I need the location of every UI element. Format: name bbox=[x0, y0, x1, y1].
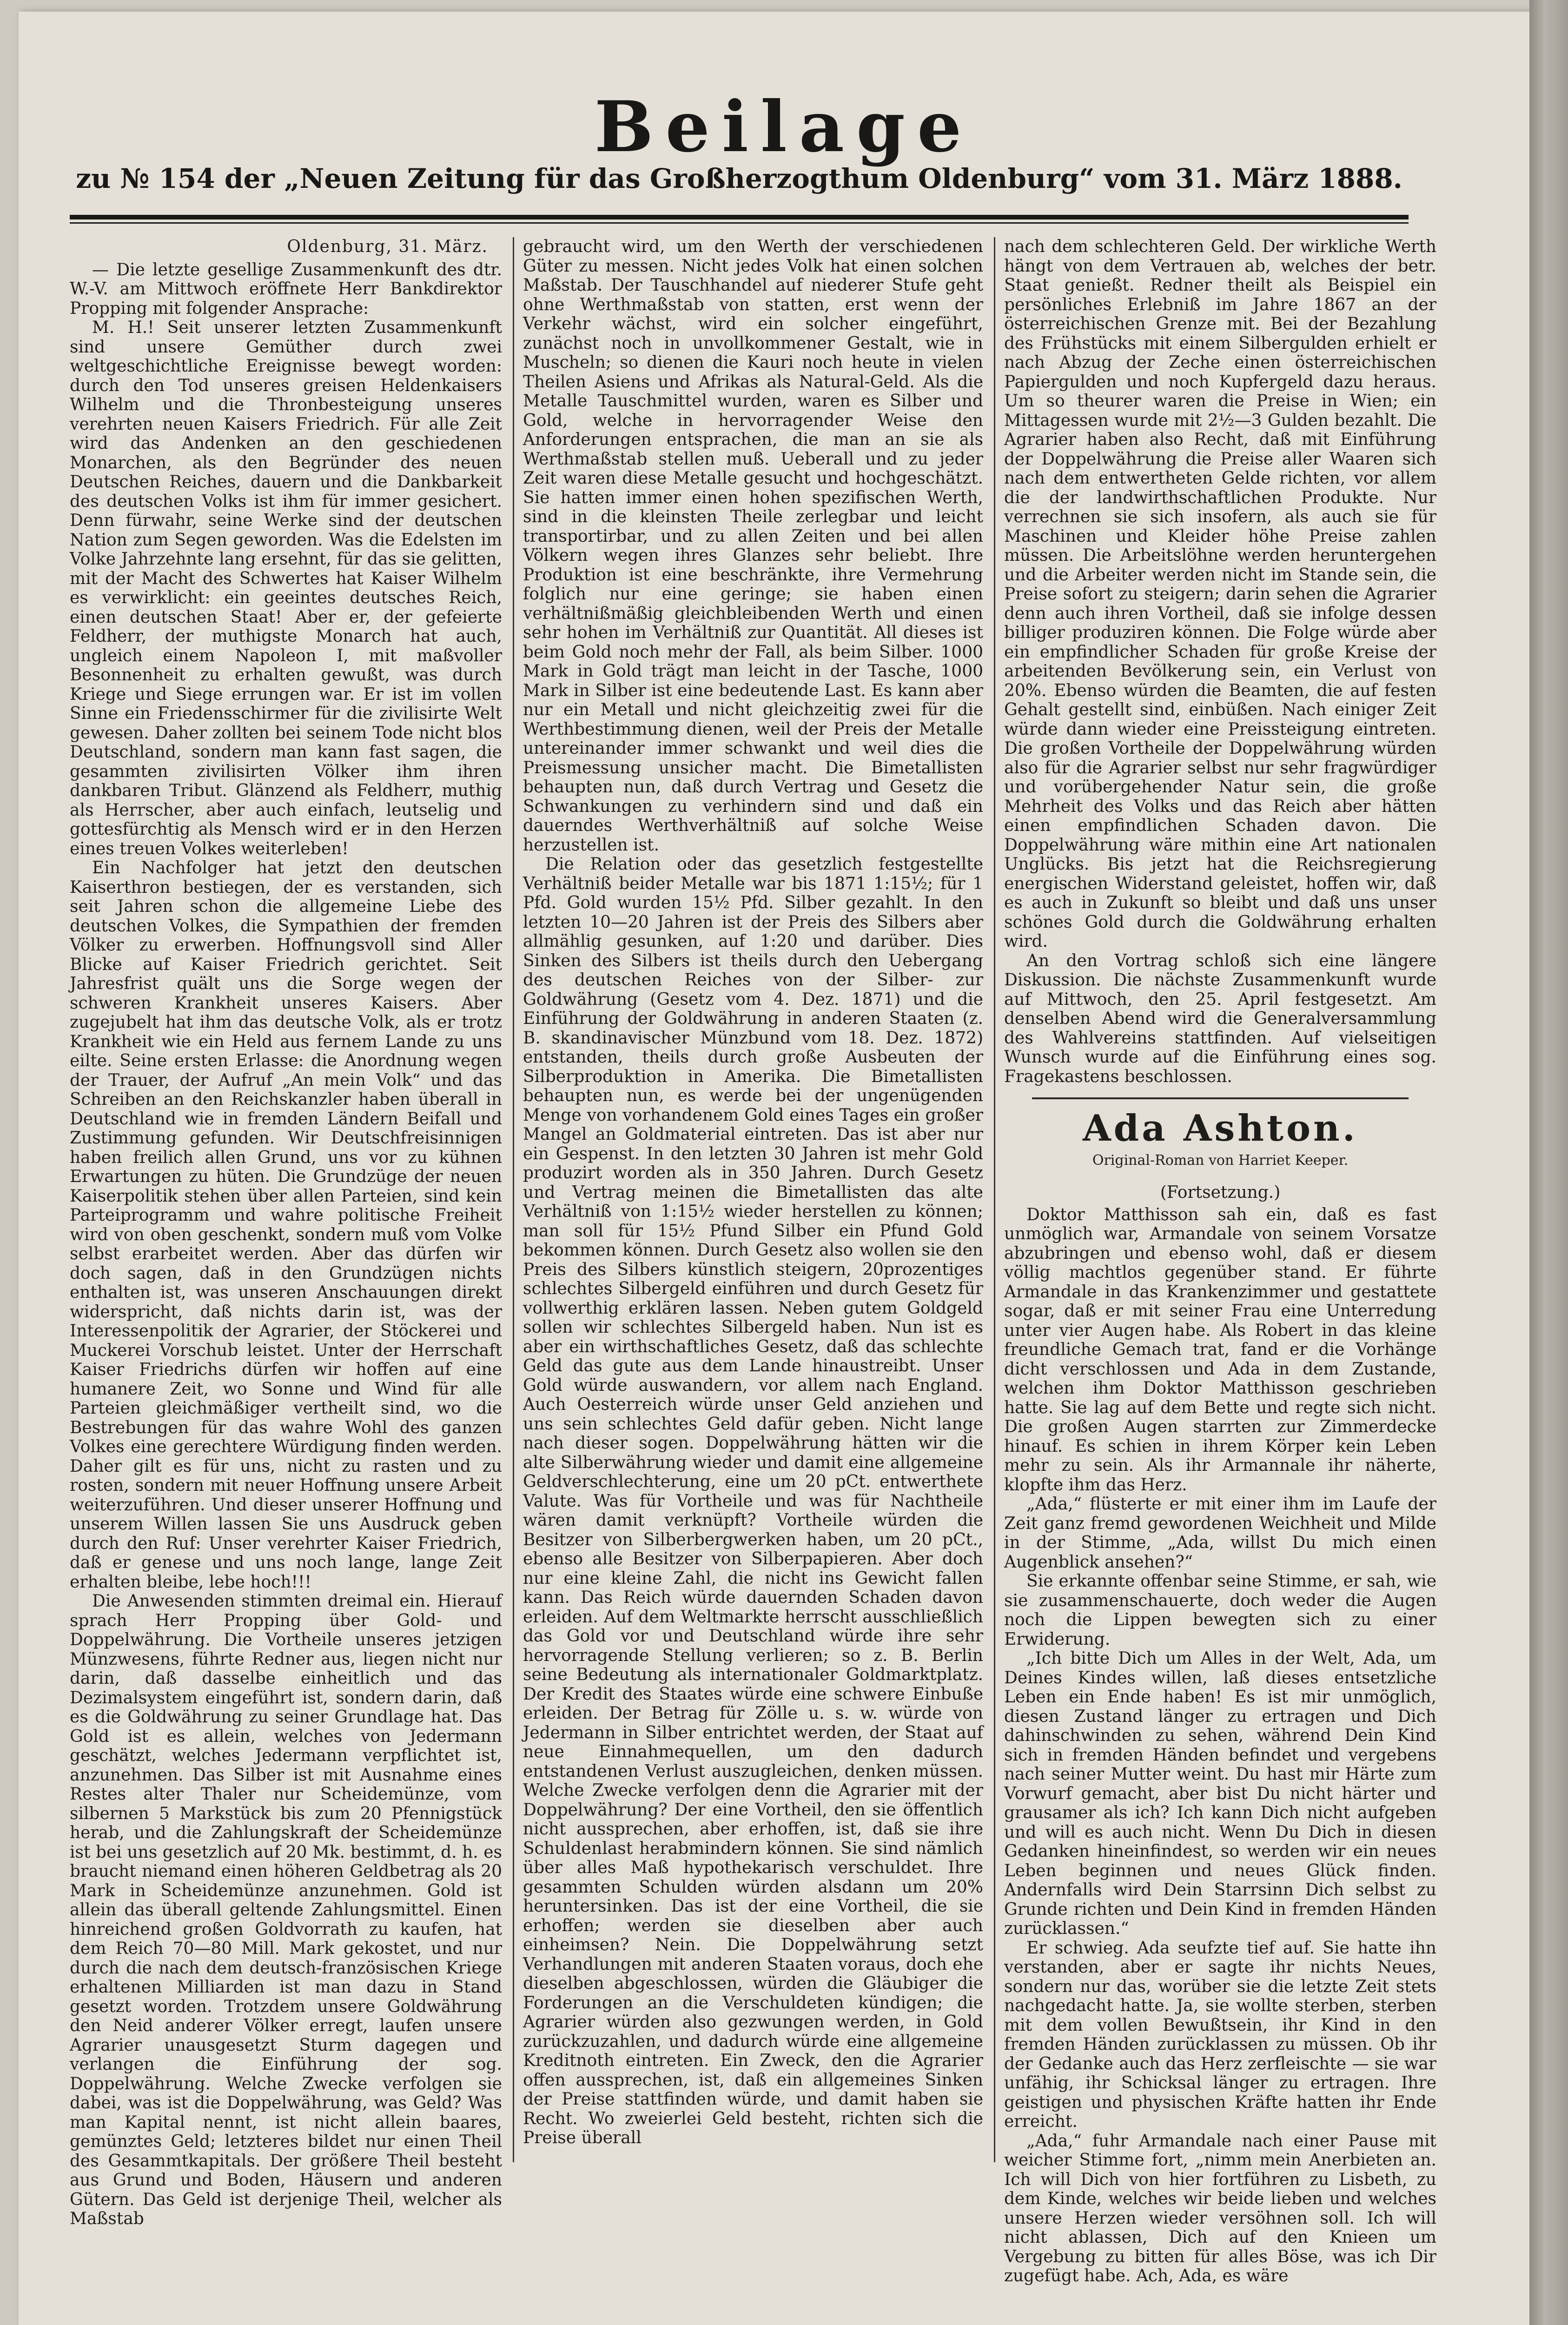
masthead-title: Beilage bbox=[594, 86, 974, 168]
page-edge bbox=[1529, 0, 1568, 2325]
section-rule bbox=[1032, 1097, 1409, 1099]
continuation-note: (Fortsetzung.) bbox=[1160, 1183, 1281, 1202]
article-paragraph: Ein Nachfolger hat jetzt den deutschen Kaiserthron bestiegen, der es verstanden, sich seit Jahren schon die allgemeine Liebe des deutschen Volkes, die Sympathien der fremden Völker zu erwerben. Hoffnungsvoll sind Aller Blicke auf Kaiser Friedrich gerichtet. Seit Jahresfrist quält uns die Sorge wegen der schweren Krankheit unseres Kaisers. Aber zugejubelt hat ihm das deutsche Volk, als er trotz Krankheit wie ein Held aus fernem Lande zu uns eilte. Seine ersten Erlasse: die Anordnung wegen der Trauer, der Aufruf „An mein Volk“ und das Schreiben an den Reichskanzler haben überall in Deutschland wie in fremden Ländern Beifall und Zustimmung gefunden. Wir Deutschfreisinnigen haben freilich allen Grund, uns vor zu kühnen Erwartungen zu hüten. Die Grundzüge der neuen Kaiserpolitik stehen über allen Parteien, sind kein Parteiprogramm und wahre politische Freiheit wird von oben geschenkt, sondern muß vom Volke selbst erarbeitet werden. Aber das dürfen wir doch sagen, daß in den Grundzügen nichts enthalten ist, was unseren Anschauungen direkt widerspricht, daß nichts darin ist, was der Interessenpolitik der Agrarier, der Stöckerei und Muckerei Vorschub leistet. Unter der Herrschaft Kaiser Friedrichs dürfen wir hoffen auf eine humanere Zeit, wo Sonne und Wind für alle Parteien gleichmäßiger vertheilt sind, wo die Bestrebungen für das wahre Wohl des ganzen Volkes eine gerechtere Würdigung finden werden. Daher gilt es für uns, nicht zu rasten und zu rosten, sondern mit neuer Hoffnung unsere Arbeit weiterzuführen. Und dieser unserer Hoffnung und unserem Willen lassen Sie uns Ausdruck geben durch den Ruf: Unser verehrter Kaiser Friedrich, daß er genese und uns noch lange, lange Zeit erhalten bleibe, lebe hoch!!! bbox=[70, 858, 502, 1592]
masthead-subtitle: zu № 154 der „Neuen Zeitung für das Großherzogthum Oldenburg“ vom 31. März 1888. bbox=[76, 163, 1403, 194]
article-paragraph: nach dem schlechteren Geld. Der wirkliche Werth hängt von dem Vertrauen ab, welches der betr. Staat genießt. Redner theilt als Beispiel ein persönliches Erlebniß im Jahre 1867 an der österreichischen Grenze mit. Bei der Bezahlung des Frühstücks mit einem Silbergulden erhielt er nach Abzug der Zeche einen österreichischen Papiergulden und noch Kupfergeld dazu heraus. Um so theurer waren die Preise in Wien; ein Mittagessen wurde mit 2½—3 Gulden bezahlt. Die Agrarier haben also Recht, daß mit Einführung der Doppelwährung die Preise aller Waaren sich nach dem entwertheten Gelde richten, vor allem die der landwirthschaftlichen Produkte. Nur verrechnen sie sich insofern, als auch sie für Maschinen und Kleider höhe Preise zahlen müssen. Die Arbeitslöhne werden heruntergehen und die Arbeiter werden nicht im Stande sein, die Preise sofort zu steigern; darin sehen die Agrarier denn auch ihren Vortheil, daß sie infolge dessen billiger produziren können. Die Folge würde aber ein empfindlicher Schaden für große Kreise der arbeitenden Bevölkerung sein, ein Verlust von 20%. Ebenso würden die Beamten, die auf festen Gehalt gestellt sind, einbüßen. Nach einiger Zeit würde dann wieder eine Preissteigung eintreten. Die großen Vortheile der Doppelwährung würden also für die Agrarier selbst nur sehr fragwürdiger und vorübergehender Natur sein, die große Mehrheit des Volks und das Reich aber hätten einen empfindlichen Schaden davon. Die Doppelwährung wäre mithin eine Art nationalen Unglücks. Bis jetzt hat die Reichsregierung energischen Widerstand geleistet, hoffen wir, daß es auch in Zukunft so bleibt und daß uns unser schönes Gold durch die Goldwährung erhalten wird. bbox=[1004, 237, 1436, 951]
column-divider bbox=[994, 237, 995, 2162]
novel-author: Original-Roman von Harriet Keeper. bbox=[1092, 1152, 1349, 1169]
novel-paragraph: „Ada,“ fuhr Armandale nach einer Pause mit weicher Stimme fort, „nimm mein Anerbieten an. Ich will Dich von hier fortführen zu Lisbeth, zu dem Kinde, welches wir beide lieben und welches unsere Herzen wieder versöhnen soll. Ich will nicht ablassen, Dich auf den Knieen um Vergebung zu bitten für alles Böse, was ich Dir zugefügt habe. Ach, Ada, es wäre bbox=[1004, 2131, 1436, 2285]
column-2 bbox=[523, 237, 983, 2162]
masthead-rule-thin bbox=[70, 222, 1409, 224]
article-paragraph: M. H.! Seit unserer letzten Zusammenkunft sind unsere Gemüther durch zwei weltgeschichtliche Ereignisse bewegt worden: durch den Tod unseres greisen Heldenkaisers Wilhelm und die Thronbesteigung unseres verehrten neuen Kaisers Friedrich. Für alle Zeit wird das Andenken an den geschiedenen Monarchen, als den Begründer des neuen Deutschen Reiches, dauern und die Dankbarkeit des deutschen Volks ist ihm für immer gesichert. Denn fürwahr, seine Werke sind der deutschen Nation zum Segen geworden. Was die Edelsten im Volke Jahrzehnte lang ersehnt, für das sie gelitten, mit der Macht des Schwertes hat Kaiser Wilhelm es verwirklicht: ein geeintes deutsches Reich, einen deutschen Staat! Aber er, der gefeierte Feldherr, der muthigste Monarch hat auch, ungleich einem Napoleon I, mit maßvoller Besonnenheit zu erhalten gewußt, was durch Kriege und Siege errungen war. Er ist im vollen Sinne ein Friedensschirmer für die zivilisirte Welt gewesen. Daher zollten bei seinem Tode nicht blos Deutschland, sondern man kann fast sagen, die gesammten zivilisirten Völker ihm ihren dankbaren Tribut. Glänzend als Feldherr, muthig als Herrscher, aber auch einfach, leutselig und gottesfürchtig als Mensch wird er in den Herzen eines treuen Volkes weiterleben! bbox=[70, 318, 502, 858]
novel-paragraph: „Ada,“ flüsterte er mit einer ihm im Laufe der Zeit ganz fremd gewordenen Weichheit und Milde in der Stimme, „Ada, willst Du mich einen Augenblick ansehen?“ bbox=[1004, 1495, 1436, 1572]
article-paragraph: Die Relation oder das gesetzlich festgestellte Verhältniß beider Metalle war bis 1871 1:15½; für 1 Pfd. Gold wurden 15½ Pfd. Silber gezahlt. In den letzten 10—20 Jahren ist der Preis des Silbers aber allmählig gesunken, auf 1:20 und darüber. Dies Sinken des Silbers ist theils durch den Uebergang des deutschen Reiches von der Silber- zur Goldwährung (Gesetz vom 4. Dez. 1871) und die Einführung der Goldwährung in anderen Staaten (z. B. skandinavischer Münzbund vom 18. Dez. 1872) entstanden, theils durch große Ausbeuten der Silberproduktion in Amerika. Die Bimetallisten behaupten nun, es werde bei der ungenügenden Menge von vorhandenem Gold eines Tages ein großer Mangel an Goldmaterial eintreten. Das ist aber nur ein Gespenst. In den letzten 30 Jahren ist mehr Gold produzirt worden als in 350 Jahren. Durch Gesetz und Vertrag meinen die Bimetallisten das alte Verhältniß von 1:15½ wieder herstellen zu können; man soll für 15½ Pfund Silber ein Pfund Gold bekommen können. Durch Gesetz also wollen sie den Preis des Silbers künstlich steigern, 20prozentiges schlechtes Silbergeld einführen und durch Gesetz für vollwerthig erklären lassen. Neben gutem Goldgeld sollen wir schlechtes Silbergeld haben. Nun ist es aber ein wirthschaftliches Gesetz, daß das schlechte Geld das gute aus dem Lande hinaustreibt. Unser Gold würde auswandern, vor allem nach England. Auch Oesterreich würde unser Geld anziehen und uns sein schlechtes Geld dafür geben. Nicht lange nach dieser sogen. Doppelwährung hätten wir die alte Silberwährung wieder und damit eine allgemeine Geldverschlechterung, eine um 20 pCt. entwerthete Valute. Was für Vortheile und was für Nachtheile wären damit verknüpft? Vortheile würden die Besitzer von Silberbergwerken haben, um 20 pCt., ebenso alle Besitzer von Silberpapieren. Aber doch nur eine kleine Zahl, die nicht ins Gewicht fallen kann. Das Reich würde dauernden Schaden davon erleiden. Auf dem Weltmarkte herrscht ausschließlich das Gold vor und Deutschland würde ihre sehr hervorragende Stellung verlieren; so z. B. Berlin seine Bedeutung als internationaler Goldmarktplatz. Der Kredit des Staates würde eine schwere Einbuße erleiden. Der Betrag für Zölle u. s. w. würde von Jedermann in Silber entrichtet werden, der Staat auf neue Einnahmequellen, um den dadurch entstandenen Verlust auszugleichen, denken müssen. Welche Zwecke verfolgen denn die Agrarier mit der Doppelwährung? Der eine Vortheil, den sie öffentlich nicht aussprechen, aber erhoffen, ist, daß sie ihre Schuldenlast herabmindern können. Sie sind nämlich über alles Maß hypothekarisch verschuldet. Ihre gesammten Schulden würden alsdann um 20% heruntersinken. Das ist der eine Vortheil, die sie erhoffen; werden sie dieselben aber auch einheimsen? Nein. Die Doppelwährung setzt Verhandlungen mit anderen Staaten voraus, doch ehe dieselben abgeschlossen, würden die Gläubiger die Forderungen an die Verschuldeten kündigen; die Agrarier würden also gezwungen werden, in Gold zurückzuzahlen, und dadurch würde eine allgemeine Kreditnoth eintreten. Ein Zweck, den die Agrarier offen aussprechen, ist, daß ein allgemeines Sinken der Preise stattfinden würde, und damit haben sie Recht. Wo zweierlei Geld besteht, richten sich die Preise überall bbox=[523, 855, 983, 2147]
novel-paragraph: Sie erkannte offenbar seine Stimme, er sah, wie sie zusammenschauerte, doch weder die Augen noch die Lippen bewegten sich zu einer Erwiderung. bbox=[1004, 1572, 1436, 1649]
column-divider bbox=[513, 237, 514, 2162]
masthead-rule bbox=[70, 215, 1409, 219]
article-paragraph: An den Vortrag schloß sich eine längere Diskussion. Die nächste Zusammenkunft wurde auf Mittwoch, den 25. April festgesetzt. Am denselben Abend wird die Generalversammlung des Wahlvereins stattfinden. Auf vielseitigen Wunsch wurde auf die Einführung eines sog. Fragekastens beschlossen. bbox=[1004, 951, 1436, 1086]
article-paragraph: gebraucht wird, um den Werth der verschiedenen Güter zu messen. Nicht jedes Volk hat einen solchen Maßstab. Der Tauschhandel auf niederer Stufe geht ohne Werthmaßstab von statten, erst wenn der Verkehr wächst, wird ein solcher eingeführt, zunächst noch in unvollkommener Gestalt, wie in Muscheln; so dienen die Kauri noch heute in vielen Theilen Asiens und Afrikas als Natural-Geld. Als die Metalle Tauschmittel wurden, waren es Silber und Gold, welche in hervorragender Weise den Anforderungen entsprachen, die man an sie als Werthmaßstab stellen muß. Ueberall und zu jeder Zeit waren diese Metalle gesucht und hochgeschätzt. Sie hatten immer einen hohen spezifischen Werth, sind in die kleinsten Theile zerlegbar und leicht transportirbar, und zu allen Zeiten und bei allen Völkern wegen ihres Glanzes sehr beliebt. Ihre Produktion ist eine beschränkte, ihre Vermehrung folglich nur eine geringe; sie haben einen verhältnißmäßig gleichbleibenden Werth und einen sehr hohen im Verhältniß zur Quantität. All dieses ist beim Gold noch mehr der Fall, als beim Silber. 1000 Mark in Gold trägt man leicht in der Tasche, 1000 Mark in Silber ist eine bedeutende Last. Es kann aber nur ein Metall und nicht gleichzeitig zwei für die Werthbestimmung dienen, weil der Preis der Metalle untereinander immer schwankt und weil dies die Preismessung unsicher macht. Die Bimetallisten behaupten nun, daß durch Vertrag und Gesetz die Schwankungen zu verhindern sind und daß ein dauerndes Werthverhältniß auf solche Weise herzustellen ist. bbox=[523, 237, 983, 855]
novel-title: Ada Ashton. bbox=[1083, 1107, 1358, 1149]
article-paragraph: — Die letzte gesellige Zusammenkunft des dtr. W.-V. am Mittwoch eröffnete Herr Bankdirektor Propping mit folgender Ansprache: bbox=[70, 260, 502, 318]
novel-paragraph: Er schwieg. Ada seufzte tief auf. Sie hatte ihn verstanden, aber er sagte ihr nichts Neues, sondern nur das, worüber sie die letzte Zeit stets nachgedacht hatte. Ja, sie wollte sterben, sterben mit dem vollen Bewußtsein, ihr Kind in den fremden Händen zurücklassen zu müssen. Ob ihr der Gedanke auch das Herz zerfleischte — sie war unfähig, ihr Schicksal länger zu ertragen. Ihre geistigen und physischen Kräfte hatten ihr Ende erreicht. bbox=[1004, 1938, 1436, 2131]
column-3 bbox=[1004, 237, 1436, 2285]
novel-paragraph: Doktor Matthisson sah ein, daß es fast unmöglich war, Armandale von seinem Vorsatze abzubringen und ebenso wohl, daß er diesem völlig machtlos gegenüber stand. Er führte Armandale in das Krankenzimmer und gestattete sogar, daß er mit seiner Frau eine Unterredung unter vier Augen habe. Als Robert in das kleine freundliche Gemach trat, fand er die Vorhänge dicht verschlossen und Ada in dem Zustande, welchen ihm Doktor Matthisson geschrieben hatte. Sie lag auf dem Bette und regte sich nicht. Die großen Augen starrten zur Zimmerdecke hinauf. Es schien in ihrem Körper kein Leben mehr zu sein. Als ihr Armannale ihr näherte, klopfte ihm das Herz. bbox=[1004, 1205, 1436, 1495]
article-paragraph: Die Anwesenden stimmten dreimal ein. Hierauf sprach Herr Propping über Gold- und Doppelwährung. Die Vortheile unseres jetzigen Münzwesens, führte Redner aus, liegen nicht nur darin, daß dasselbe einheitlich und das Dezimalsystem eingeführt ist, sondern darin, daß es die Goldwährung zu seiner Grundlage hat. Das Gold ist es allein, welches von Jedermann geschätzt, welches Jedermann verpflichtet ist, anzunehmen. Das Silber ist mit Ausnahme eines Restes alter Thaler nur Scheidemünze, vom silbernen 5 Markstück bis zum 20 Pfennigstück herab, und die Zahlungskraft der Scheidemünze ist bei uns gesetzlich auf 20 Mk. bestimmt, d. h. es braucht niemand einen höheren Geldbetrag als 20 Mark in Scheidemünze anzunehmen. Gold ist allein das überall geltende Zahlungsmittel. Einen hinreichend großen Goldvorrath zu kaufen, hat dem Reich 70—80 Mill. Mark gekostet, und nur durch die nach dem deutsch-französischen Kriege erhaltenen Milliarden ist man dazu in Stand gesetzt worden. Trotzdem unsere Goldwährung den Neid anderer Völker erregt, laufen unsere Agrarier unausgesetzt Sturm dagegen und verlangen die Einführung der sog. Doppelwährung. Welche Zwecke verfolgen sie dabei, was ist die Doppelwährung, was Geld? Was man Kapital nennt, ist nicht allein baares, gemünztes Geld; letzteres bildet nur einen Theil des Gesammtkapitals. Der größere Theil besteht aus Grund und Boden, Häusern und anderen Gütern. Das Geld ist derjenige Theil, welcher als Maßstab bbox=[70, 1592, 502, 2228]
dateline: Oldenburg, 31. März. bbox=[287, 237, 488, 256]
column-1 bbox=[70, 237, 502, 2228]
novel-paragraph: „Ich bitte Dich um Alles in der Welt, Ada, um Deines Kindes willen, laß dieses entsetzliche Leben ein Ende haben! Es ist mir unmöglich, diesen Zustand länger zu ertragen und Dich dahinschwinden zu sehen, während Dein Kind sich in fremden Händen befindet und vergebens nach seiner Mutter weint. Du hast mir Härte zum Vorwurf gemacht, aber bist Du nicht härter und grausamer als ich? Ich kann Dich nicht aufgeben und will es auch nicht. Wenn Du Dich in diesen Gedanken hineinfindest, so werden wir ein neues Leben beginnen und neues Glück finden. Andernfalls wird Dein Starrsinn Dich selbst zu Grunde richten und Dein Kind in fremden Händen zurücklassen.“ bbox=[1004, 1649, 1436, 1938]
